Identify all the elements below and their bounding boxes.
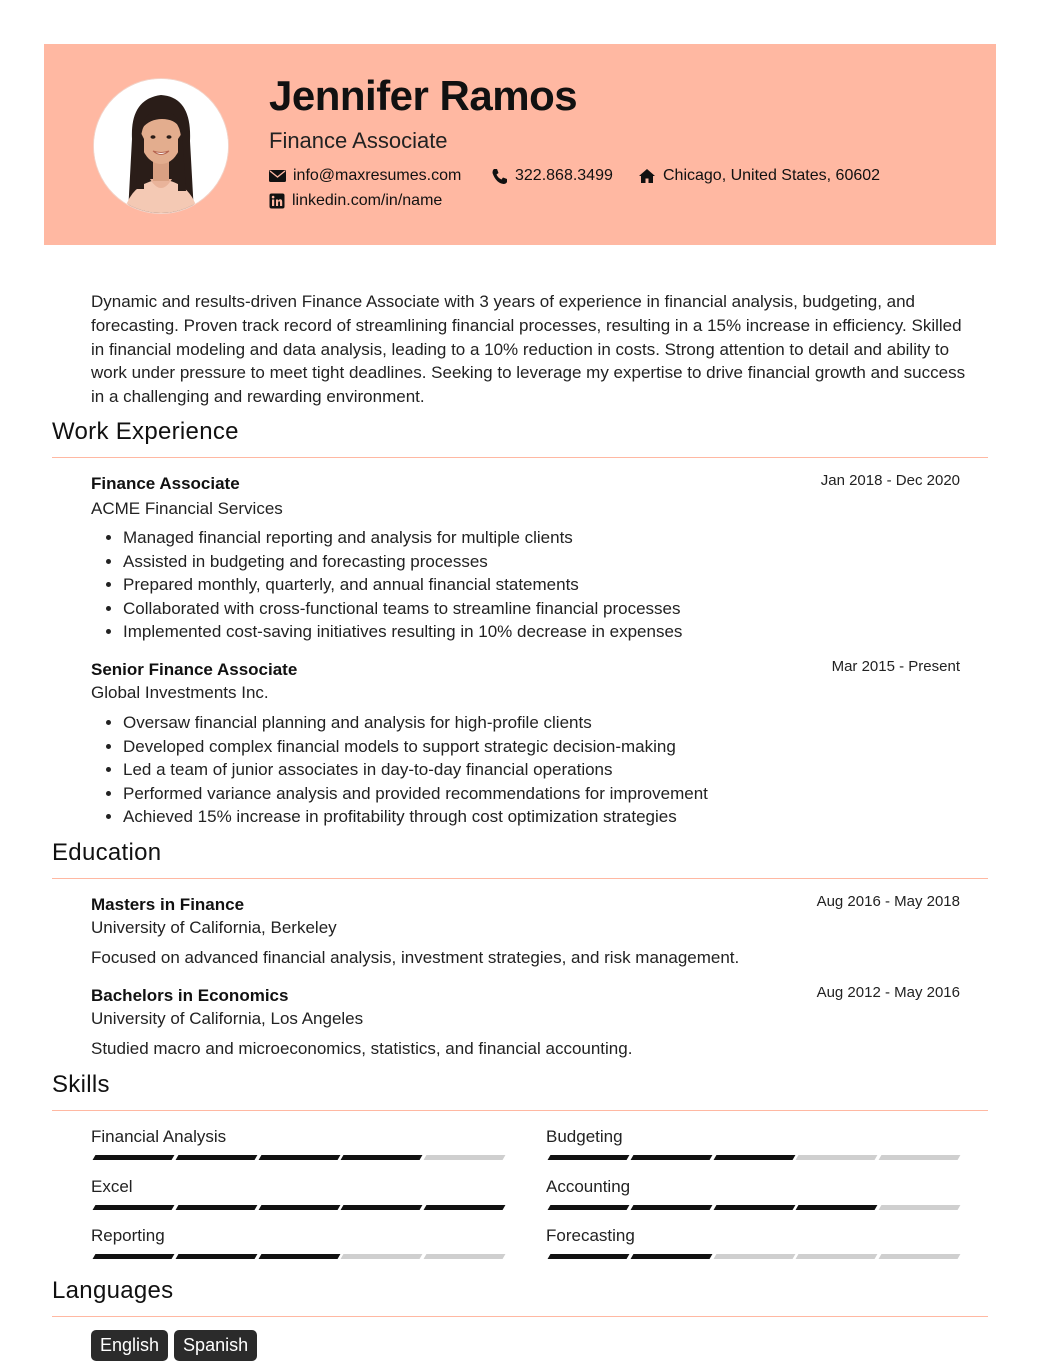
skill-rating-bar [94, 1155, 508, 1161]
skill-rating-bar [94, 1205, 508, 1211]
job-title: Senior Finance Associate [91, 660, 298, 679]
section-divider [52, 1316, 988, 1317]
profile-photo [94, 79, 228, 213]
skill-name: Forecasting [546, 1226, 635, 1245]
skill-segment-filled [713, 1205, 795, 1210]
job-bullets [91, 711, 708, 829]
email-text: info@maxresumes.com [293, 167, 462, 184]
school-name: University of California, Los Angeles [91, 1009, 364, 1028]
list-item: • Performed variance analysis and provided recommendations for improvement [123, 782, 708, 806]
list-item: • Prepared monthly, quarterly, and annual financial statements [123, 573, 682, 597]
home-icon [638, 168, 656, 184]
skill-segment-filled [548, 1254, 630, 1259]
location-text: Chicago, United States, 60602 [663, 167, 881, 184]
skill-name: Accounting [546, 1177, 631, 1196]
contact-linkedin[interactable] [269, 192, 442, 210]
resume-header [44, 44, 996, 245]
skill-segment-filled [93, 1205, 175, 1210]
skill-name: Financial Analysis [91, 1127, 227, 1146]
degree-title: Masters in Finance [91, 895, 245, 914]
job-title: Finance Associate [91, 474, 240, 493]
section-divider [52, 878, 988, 879]
skills-heading: Skills [52, 1071, 110, 1098]
skill-segment-empty [879, 1254, 961, 1259]
school-name: University of California, Berkeley [91, 918, 337, 937]
skill-segment-filled [630, 1155, 712, 1160]
job-dates: Jan 2018 - Dec 2020 [820, 472, 960, 489]
skill-segment-filled [258, 1205, 340, 1210]
degree-title: Bachelors in Economics [91, 986, 289, 1005]
skill-segment-filled [548, 1205, 630, 1210]
skill-segment-empty [424, 1155, 506, 1160]
degree-description: Studied macro and microeconomics, statistics, and financial accounting. [91, 1039, 633, 1058]
list-item: • Managed financial reporting and analysis for multiple clients [123, 526, 682, 550]
skill-segment-empty [424, 1254, 506, 1259]
list-item: • Developed complex financial models to support strategic decision-making [123, 735, 708, 759]
work-experience-heading: Work Experience [52, 418, 239, 445]
skill-segment-filled [93, 1254, 175, 1259]
skill-segment-filled [341, 1205, 423, 1210]
skill-segment-empty [341, 1254, 423, 1259]
linkedin-text: linkedin.com/in/name [292, 192, 443, 209]
skill-segment-empty [796, 1254, 878, 1259]
skill-segment-filled [630, 1254, 712, 1259]
phone-icon [491, 168, 508, 185]
skill-rating-bar [94, 1254, 508, 1260]
language-tags [91, 1330, 263, 1361]
skill-segment-filled [341, 1155, 423, 1160]
skill-segment-filled [175, 1155, 257, 1160]
skill-segment-empty [796, 1155, 878, 1160]
job-dates: Mar 2015 - Present [831, 658, 960, 675]
job-bullets [91, 526, 682, 644]
skill-rating-bar [549, 1254, 963, 1260]
skill-name: Excel [91, 1177, 133, 1196]
languages-heading: Languages [52, 1277, 174, 1304]
skill-rating-bar [549, 1155, 963, 1161]
language-tag: Spanish [174, 1330, 257, 1361]
contact-email[interactable] [269, 167, 461, 185]
skill-segment-filled [93, 1155, 175, 1160]
language-tag: English [91, 1330, 168, 1361]
linkedin-icon [269, 193, 285, 209]
skill-segment-empty [879, 1155, 961, 1160]
skill-segment-empty [879, 1205, 961, 1210]
list-item: • Assisted in budgeting and forecasting processes [123, 550, 682, 574]
candidate-name: Jennifer Ramos [269, 72, 578, 119]
skill-segment-filled [630, 1205, 712, 1210]
skill-segment-filled [175, 1254, 257, 1259]
contact-location [638, 167, 880, 185]
contact-phone[interactable] [491, 167, 613, 185]
list-item: • Collaborated with cross-functional teams to streamline financial processes [123, 597, 682, 621]
list-item: • Achieved 15% increase in profitability through cost optimization strategies [123, 805, 708, 829]
envelope-icon [269, 169, 286, 183]
list-item: • Led a team of junior associates in day-to-day financial operations [123, 758, 708, 782]
section-divider [52, 1110, 988, 1111]
candidate-title: Finance Associate [269, 128, 448, 153]
summary-text: Dynamic and results-driven Finance Associate with 3 years of experience in financial analysis, budgeting, and forecasting. Proven track record of streamlining financial processes, resulting in a 15% increase in efficiency. Skilled in financial modeling and data analysis, leading to a 10% reduction in costs. Strong attention to detail and ability to work under pressure to meet tight deadlines. Seeking to leverage my expertise to drive financial growth and success in a challenging and rewarding environment. [91, 292, 966, 407]
skill-segment-filled [713, 1155, 795, 1160]
skill-segment-filled [258, 1254, 340, 1259]
degree-dates: Aug 2012 - May 2016 [816, 984, 960, 1001]
list-item: • Oversaw financial planning and analysis for high-profile clients [123, 711, 708, 735]
degree-dates: Aug 2016 - May 2018 [816, 893, 960, 910]
job-company: ACME Financial Services [91, 499, 283, 518]
list-item: • Implemented cost-saving initiatives resulting in 10% decrease in expenses [123, 620, 682, 644]
skill-segment-filled [424, 1205, 506, 1210]
job-company: Global Investments Inc. [91, 683, 269, 702]
skill-rating-bar [549, 1205, 963, 1211]
skill-segment-filled [258, 1155, 340, 1160]
skill-segment-empty [713, 1254, 795, 1259]
person-portrait-icon [94, 79, 228, 213]
skill-name: Budgeting [546, 1127, 623, 1146]
skill-segment-filled [796, 1205, 878, 1210]
skill-segment-filled [175, 1205, 257, 1210]
section-divider [52, 457, 988, 458]
skill-name: Reporting [91, 1226, 165, 1245]
education-heading: Education [52, 839, 162, 866]
degree-description: Focused on advanced financial analysis, investment strategies, and risk management. [91, 948, 740, 967]
skill-segment-filled [548, 1155, 630, 1160]
phone-text: 322.868.3499 [515, 167, 613, 184]
